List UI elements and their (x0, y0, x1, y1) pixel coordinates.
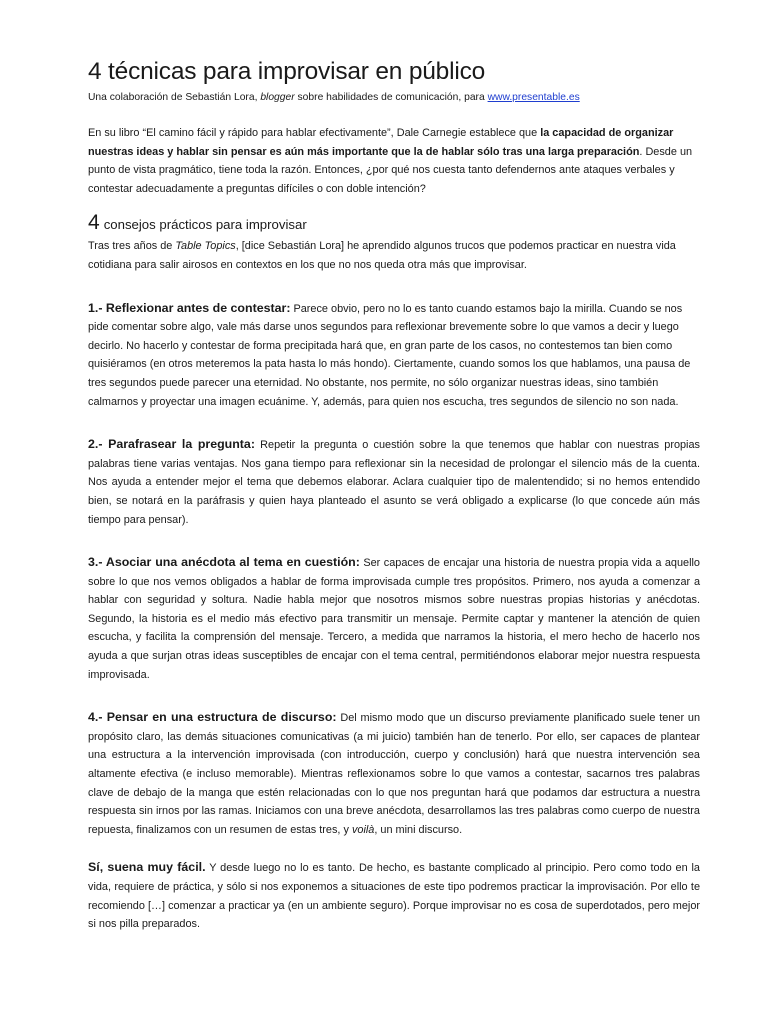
tip-body-emphasis: voilà (351, 823, 375, 836)
closing-title: Sí, suena muy fácil. (88, 860, 206, 875)
closing-body: Y desde luego no lo es tanto. De hecho, es bastante complicado al principio. Pero como todo en la vida, requiere de práctica, y sólo si nos exponemos a situaciones de este tipo podremos practicar la improvisación. Por ello te recomiendo […] comenzar a practicar ya (en un ambiente seguro). Porque improvisar no es cosa de superdotados, pero mejor si nos pilla preparados. (88, 862, 700, 931)
section-lead-emphasis: Table Topics (175, 240, 236, 253)
section-heading-text: consejos prácticos para improvisar (103, 217, 307, 233)
tip-body: Ser capaces de encajar una historia de nuestra propia vida a aquello sobre lo que nos vemos obligados a hablar de forma improvisada cumple tres propósitos. Primero, nos ayuda a comenzar a hablar con seguridad y soltura. Nadie habla mejor que nosotros mismos sobre nuestras propias historias y anécdotas. Segundo, la historia es el medio más efectivo para transmitir un mensaje. Permite captar y mantener la atención de quien escucha, y facilita la comprensión del mensaje. Tercero, a medida que narramos la historia, el mero hecho de hacerlo nos ayuda a que surjan otras ideas susceptibles de encajar con el tema central, permitiéndonos elaborar mejor nuestra respuesta improvisada. (88, 557, 700, 681)
byline-blogger: blogger (260, 92, 295, 103)
section-lead (88, 237, 700, 274)
byline-middle: sobre habilidades de comunicación, para (294, 92, 488, 103)
intro-text: En su libro “El camino fácil y rápido para hablar efectivamente”, Dale Carnegie establece que (88, 127, 541, 139)
tip-3 (88, 553, 700, 684)
tip-title: 3.- Asociar una anécdota al tema en cuestión: (88, 555, 360, 570)
tip-body-end: , un mini discurso. (374, 823, 463, 836)
byline (88, 91, 700, 105)
tip-4 (88, 708, 700, 839)
tip-2 (88, 435, 700, 529)
tip-title: 2.- Parafrasear la pregunta: (88, 437, 255, 452)
document-title: 4 técnicas para improvisar en público (88, 58, 486, 85)
tip-body: Parece obvio, pero no lo es tanto cuando estamos bajo la mirilla. Cuando se nos pide comentar sobre algo, vale más darse unos segundos para reflexionar brevemente sobre lo que vamos a decir y luego decirlo. No hacerlo y contestar de forma precipitada hará que, en gran parte de los casos, no contestemos tan bien como quisiéramos (en otros meteremos la pata hasta lo más hondo). Ciertamente, cuando somos los que hablamos, una pausa de tres segundos puede parecer una eternidad. No obstante, nos permite, no sólo organizar nuestras ideas, sino también calmarnos y proyectar una imagen ecuánime. Y, además, para quien nos escucha, tres segundos de silencio no son nada. (88, 302, 691, 408)
section-heading (88, 212, 700, 236)
section-lead-text-end: , [dice Sebastián Lora] he aprendido algunos trucos que podemos practicar en nuestra vida cotidiana para salir airosos en contextos en los que no nos queda otra más que improvisar. (88, 240, 676, 271)
document-page (88, 56, 700, 934)
section-lead-text: Tras tres años de (88, 240, 176, 253)
intro-text-end: . Desde un punto de vista pragmático, tiene toda la razón. Entonces, ¿por qué nos cuesta tanto defendernos ante ataques verbales y contestar adecuadamente a preguntas difíciles o con doble intención? (88, 145, 693, 195)
tip-title: 1.- Reflexionar antes de contestar: (88, 300, 291, 315)
tip-1 (88, 299, 700, 412)
byline-prefix: Una colaboración de Sebastián Lora, (88, 92, 261, 103)
tip-body: Del mismo modo que un discurso previamente planificado suele tener un propósito claro, las demás situaciones comunicativas (a mi juicio) también han de tenerlo. Por ello, ser capaces de plantear una estructura a la intervención improvisada (con introducción, cuerpo y conclusión) hará que nuestra intervención sea altamente efectiva (e incluso memorable). Mientras reflexionamos sobre lo que vamos a contestar, sacarnos tres palabras clave de debajo de la manga que estén relacionadas con lo que nos preguntan hará que podamos dar estructura a nuestra respuesta sin irnos por las ramas. Iniciamos con una breve anécdota, desarrollamos las tres palabras como cuerpo de nuestra repuesta, finalizamos con un resumen de estas tres, y (88, 712, 700, 836)
intro-paragraph (88, 124, 700, 198)
presentable-link[interactable]: www.presentable.es (487, 92, 580, 103)
section-number: 4 (88, 211, 100, 235)
tip-title: 4.- Pensar en una estructura de discurso: (88, 710, 337, 725)
tip-body: Repetir la pregunta o cuestión sobre la que tenemos que hablar con nuestras propias palabras tiene varias ventajas. Nos gana tiempo para reflexionar sin la necesidad de prolongar el silencio más de la cuenta. Nos ayuda a entender mejor el tema que debemos elaborar. Aclara cualquier tipo de malentendido; si no hemos entendido bien, se notará en la paráfrasis y quien haya planteado el asunto se verá obligado a explicarse (lo que concede aún más tiempo para pensar). (88, 439, 700, 526)
intro-bold-text: la capacidad de organizar nuestras ideas y hablar sin pensar es aún más importante que la de hablar sólo tras una larga preparación (88, 127, 674, 158)
closing-paragraph (88, 858, 700, 933)
